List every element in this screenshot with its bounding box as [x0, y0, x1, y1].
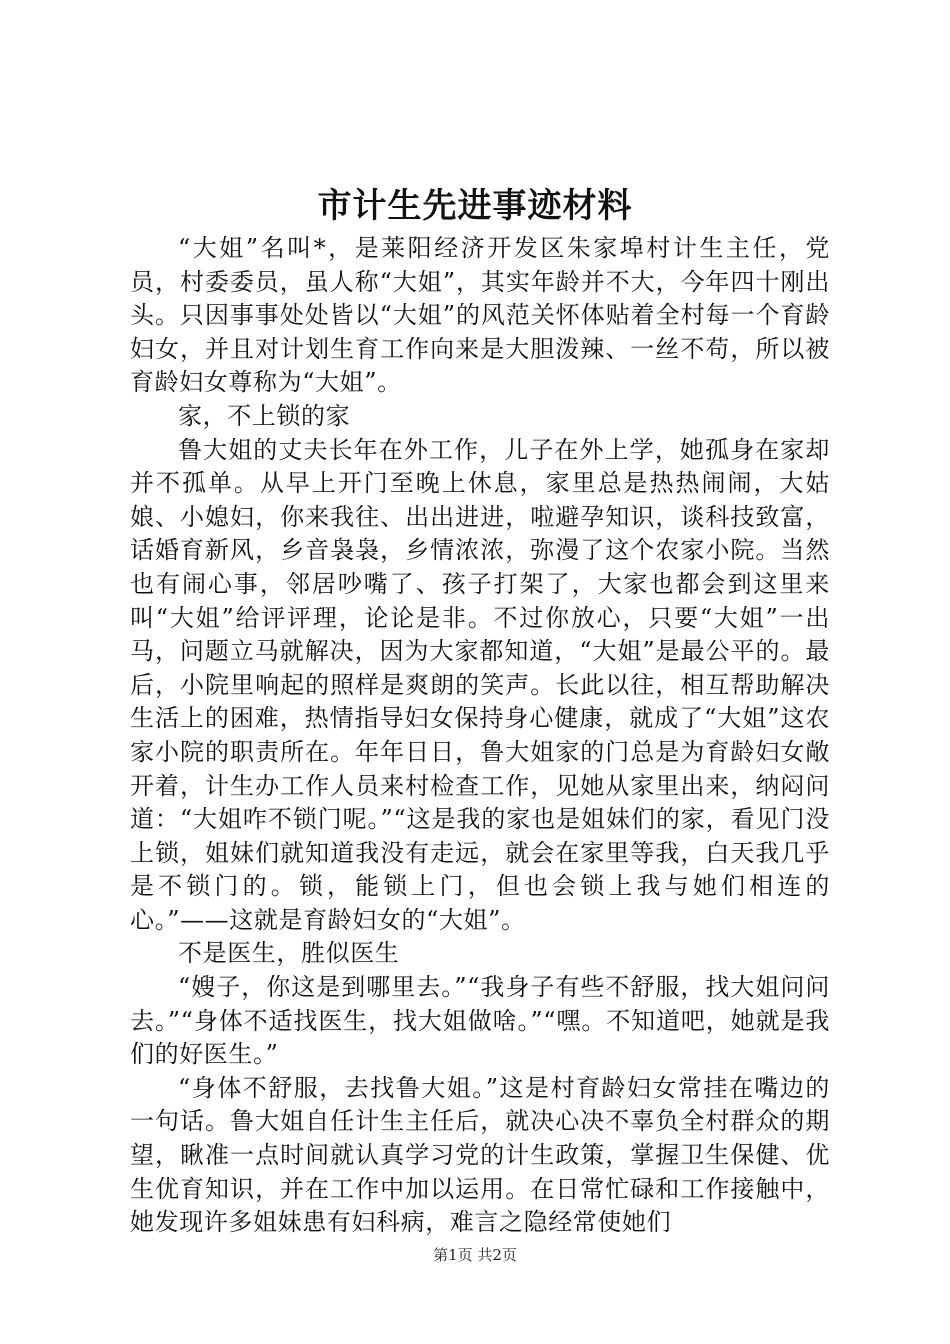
document-title: 市计生先进事迹材料 — [317, 186, 633, 226]
paragraph-intro: “大姐”名叫*，是莱阳经济开发区朱家埠村计生主任，党员，村委委员，虽人称“大姐”，其实年龄并不大，今年四十刚出头。只因事事处处皆以“大姐”的风范关怀体贴着全村每一个育龄妇女，并且对计划生育工作向来是大胆泼辣、一丝不苟，所以被育龄妇女尊称为“大姐”。 — [130, 234, 830, 397]
page-number-footer: 第1页 共2页 — [433, 1246, 517, 1264]
document-body — [130, 232, 830, 1240]
section-heading-unlocked-home: 家，不上锁的家 — [178, 401, 351, 430]
paragraph-health: “身体不舒服，去找鲁大姐。”这是村育龄妇女常挂在嘴边的一句话。鲁大姐自任计生主任后，就决心决不辜负全村群众的期望，瞅准一点时间就认真学习党的计生政策，掌握卫生保健、优生优育知识，并在工作中加以运用。在日常忙碌和工作接触中，她发现许多姐妹患有妇科病，难言之隐经常使她们 — [130, 1073, 830, 1237]
paragraph-dialogue: “嫂子，你这是到哪里去。”“我身子有些不舒服，找大姐问问去。”“身体不适找医生，找大姐做啥。”“嘿。不知道吧，她就是我们的好医生。” — [130, 973, 830, 1069]
section-heading-like-a-doctor: 不是医生，胜似医生 — [178, 939, 400, 968]
paragraph-unlocked-home: 鲁大姐的丈夫长年在外工作，儿子在外上学，她孤身在家却并不孤单。从早上开门至晚上休息，家里总是热热闹闹，大姑娘、小媳妇，你来我往、出出进进，啦避孕知识，谈科技致富，话婚育新风，乡音袅袅，乡情浓浓，弥漫了这个农家小院。当然也有闹心事，邻居吵嘴了、孩子打架了，大家也都会到这里来叫“大姐”给评评理，论论是非。不过你放心，只要“大姐”一出马，问题立马就解决，因为大家都知道，“大姐”是最公平的。最后，小院里响起的照样是爽朗的笑声。长此以往，相互帮助解决生活上的困难，热情指导妇女保持身心健康，就成了“大姐”这农家小院的职责所在。年年日日，鲁大姐家的门总是为育龄妇女敞开着，计生办工作人员来村检查工作，见她从家里出来，纳闷问道：“大姐咋不锁门呢。”“这是我的家也是姐妹们的家，看见门没上锁，姐妹们就知道我没有走远，就会在家里等我，白天我几乎是不锁门的。锁，能锁上门，但也会锁上我与她们相连的心。”——这就是育龄妇女的“大姐”。 — [130, 435, 830, 934]
